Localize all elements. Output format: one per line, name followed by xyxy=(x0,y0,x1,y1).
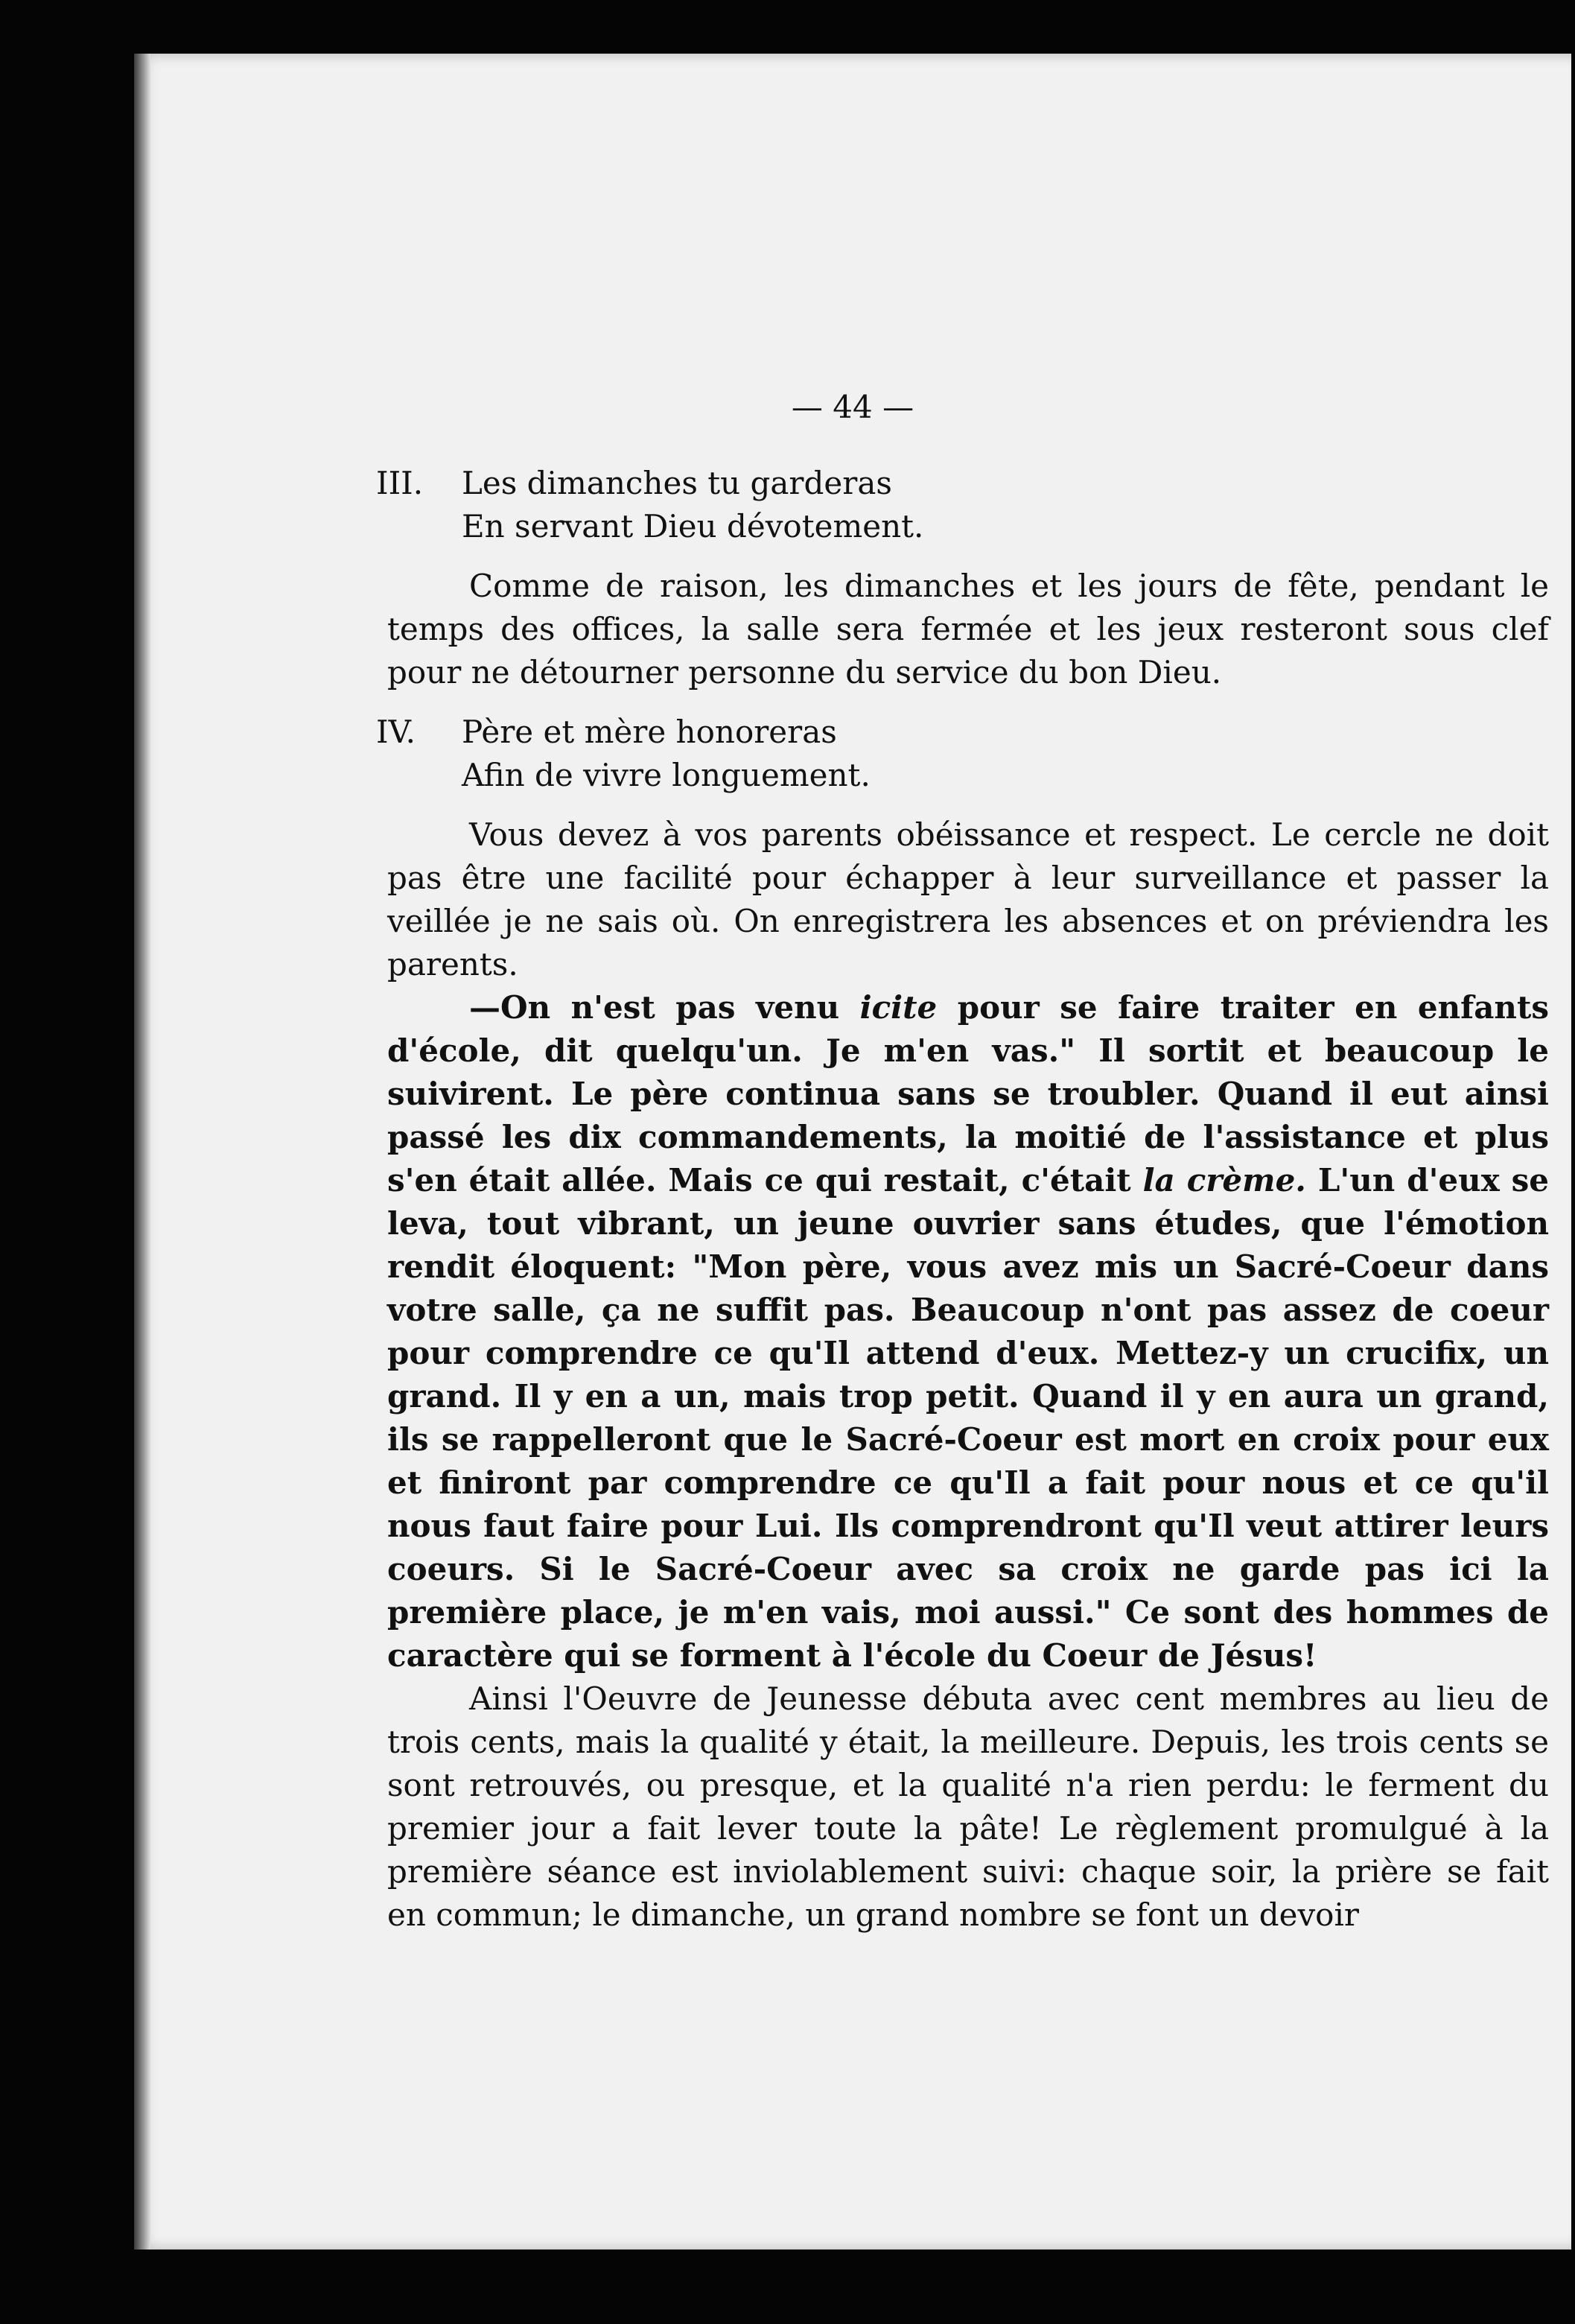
text-run: L'un d'eux se leva, tout vibrant, un jeune ouvrier sans études, que l'émotion rendit éloquent: "Mon père, vous avez mis un Sacré-Coeur dans votre salle, ça ne suffit pas. Beaucoup n'ont pas assez de coeur pour comprendre ce qu'Il attend d'eux. Mettez-y un crucifix, un grand. Il y en a un, mais trop petit. Quand il y en aura un grand, ils se rappelleront que le Sacré-Coeur est mort en croix pour eux et finiront par comprendre ce qu'Il a fait pour nous et ce qu'il nous faut faire pour Lui. Ils comprendront qu'Il veut attirer leurs coeurs. Si le Sacré-Coeur avec sa croix ne garde pas ici la première place, je m'en vais, moi aussi." Ce sont des hommes de caractère qui se forment à l'école du Coeur de Jésus! xyxy=(387,1162,1550,1674)
commandment-numeral: III. xyxy=(376,465,424,501)
italic-run: icite xyxy=(859,989,938,1026)
paragraph xyxy=(387,986,1549,1677)
paragraph: Vous devez à vos parents obéissance et respect. Le cercle ne doit pas être une facilité pour échapper à leur surveillance et passer la veillée je ne sais où. On enregistrera les absences et on préviendra les parents. xyxy=(387,816,1549,982)
italic-run: la crème. xyxy=(1142,1162,1306,1198)
paragraph: Comme de raison, les dimanches et les jours de fête, pendant le temps des offices, la salle sera fermée et les jeux resteront sous clef pour ne détourner personne du service du bon Dieu. xyxy=(387,568,1549,690)
commandment-3 xyxy=(376,462,1549,548)
text-run: pour se faire traiter en enfants d'école, dit quelqu'un. Je m'en vas." Il sortit et beaucoup le suivirent. Le père continua sans se troubler. Quand il eut ainsi passé les dix commandements, la moitié de l'assistance et plus s'en était allée. Mais ce qui restait, c'était xyxy=(387,989,1549,1198)
commandment-4 xyxy=(376,711,1549,797)
commandment-line: Afin de vivre longuement. xyxy=(462,757,871,793)
commandment-numeral: IV. xyxy=(376,714,416,750)
commandment-line: Père et mère honoreras xyxy=(462,714,837,750)
book-page xyxy=(134,54,1571,2250)
page-number: — 44 — xyxy=(791,389,914,425)
commandment-line: En servant Dieu dévotement. xyxy=(462,508,924,545)
text-run: —On n'est pas venu xyxy=(469,989,860,1026)
commandment-line: Les dimanches tu garderas xyxy=(462,465,892,501)
page-text xyxy=(376,462,1550,1937)
paragraph: Ainsi l'Oeuvre de Jeunesse débuta avec cent membres au lieu de trois cents, mais la qualité y était, la meilleure. Depuis, les trois cents se sont retrouvés, ou presque, et la qualité n'a rien perdu: le ferment du premier jour a fait lever toute la pâte! Le règlement promulgué à la première séance est inviolablement suivi: chaque soir, la prière se fait en commun; le dimanche, un grand nombre se font un devoir xyxy=(387,1680,1549,1933)
